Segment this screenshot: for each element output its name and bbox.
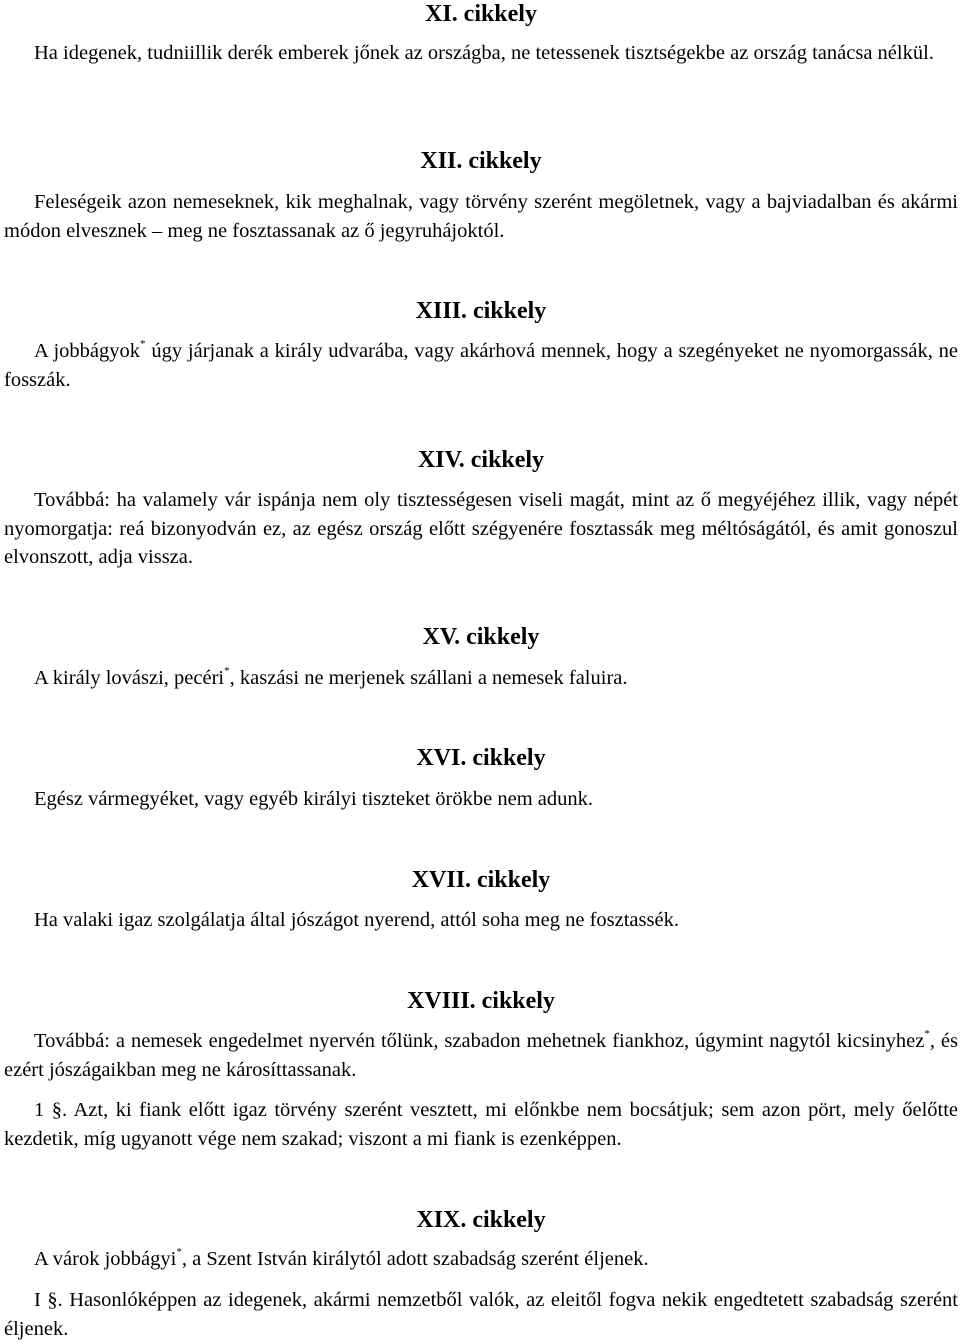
article-paragraph: A várok jobbágyi*, a Szent István királytól adott szabadság szerént éljenek. [34,1246,649,1270]
article-paragraph: Ha idegenek, tudniillik derék emberek jőnek az országba, ne tetessenek tisztségekbe az ország tanácsa nélkül. [34,42,934,64]
footnote-marker: * [140,338,146,351]
article-paragraph: Továbbá: a nemesek engedelmet nyervén tőlünk, szabadon mehetnek fiankhoz, úgymint nagytól kicsinyhez*, és ezért jószágaikban meg ne károsíttassanak. [4,1028,959,1081]
section-paragraph: I §. Hasonlóképpen az idegenek, akármi nemzetből valók, az eleitől fogva nekik engedtetett szabadság szerént éljenek. [4,1289,958,1340]
article-paragraph: A király lovászi, pecéri*, kaszási ne merjenek szállani a nemesek faluira. [34,665,628,689]
article-heading: XV. cikkely [422,624,540,650]
footnote-marker: * [924,1028,930,1041]
article-heading: XVIII. cikkely [407,988,555,1014]
article-heading: XII. cikkely [420,148,542,174]
footnote-marker: * [224,665,230,678]
article-heading: XIX. cikkely [416,1207,546,1233]
section-paragraph: 1 §. Azt, ki fiank előtt igaz törvény szerént vesztett, mi előnkbe nem bocsátjuk; sem azon pört, mely őelőtte kezdetik, míg ugyanott vége nem szakad; viszont a mi fiank is ezenképpen. [4,1099,958,1150]
article-paragraph: A jobbágyok* úgy járjanak a király udvarába, vagy akárhová mennek, hogy a szegényeket ne nyomorgassák, ne fosszák. [4,338,958,391]
article-heading: XIII. cikkely [415,298,547,324]
article-heading: XI. cikkely [425,1,537,27]
article-paragraph: Ha valaki igaz szolgálatja által jószágot nyerend, attól soha meg ne fosztassék. [34,909,679,931]
article-heading: XIV. cikkely [417,447,545,473]
article-paragraph: Feleségeik azon nemeseknek, kik meghalnak, vagy törvény szerént megöletnek, vagy a bajviadalban és akármi módon elvesznek – meg ne fosztassanak az ő jegyruhájoktól. [4,191,958,242]
article-heading: XVII. cikkely [411,867,551,893]
article-paragraph: Továbbá: ha valamely vár ispánja nem oly tisztességesen viseli magát, mint az ő megyéjéhez illik, vagy népét nyomorgatja: reá bizonyodván ez, az egész ország előtt szégyenére fosztassák meg méltóságától, és amit gonoszul elvonszott, adja vissza. [4,489,958,568]
article-paragraph: Egész vármegyéket, vagy egyéb királyi tiszteket örökbe nem adunk. [34,788,593,810]
article-heading: XVI. cikkely [416,745,546,771]
footnote-marker: * [176,1246,182,1259]
